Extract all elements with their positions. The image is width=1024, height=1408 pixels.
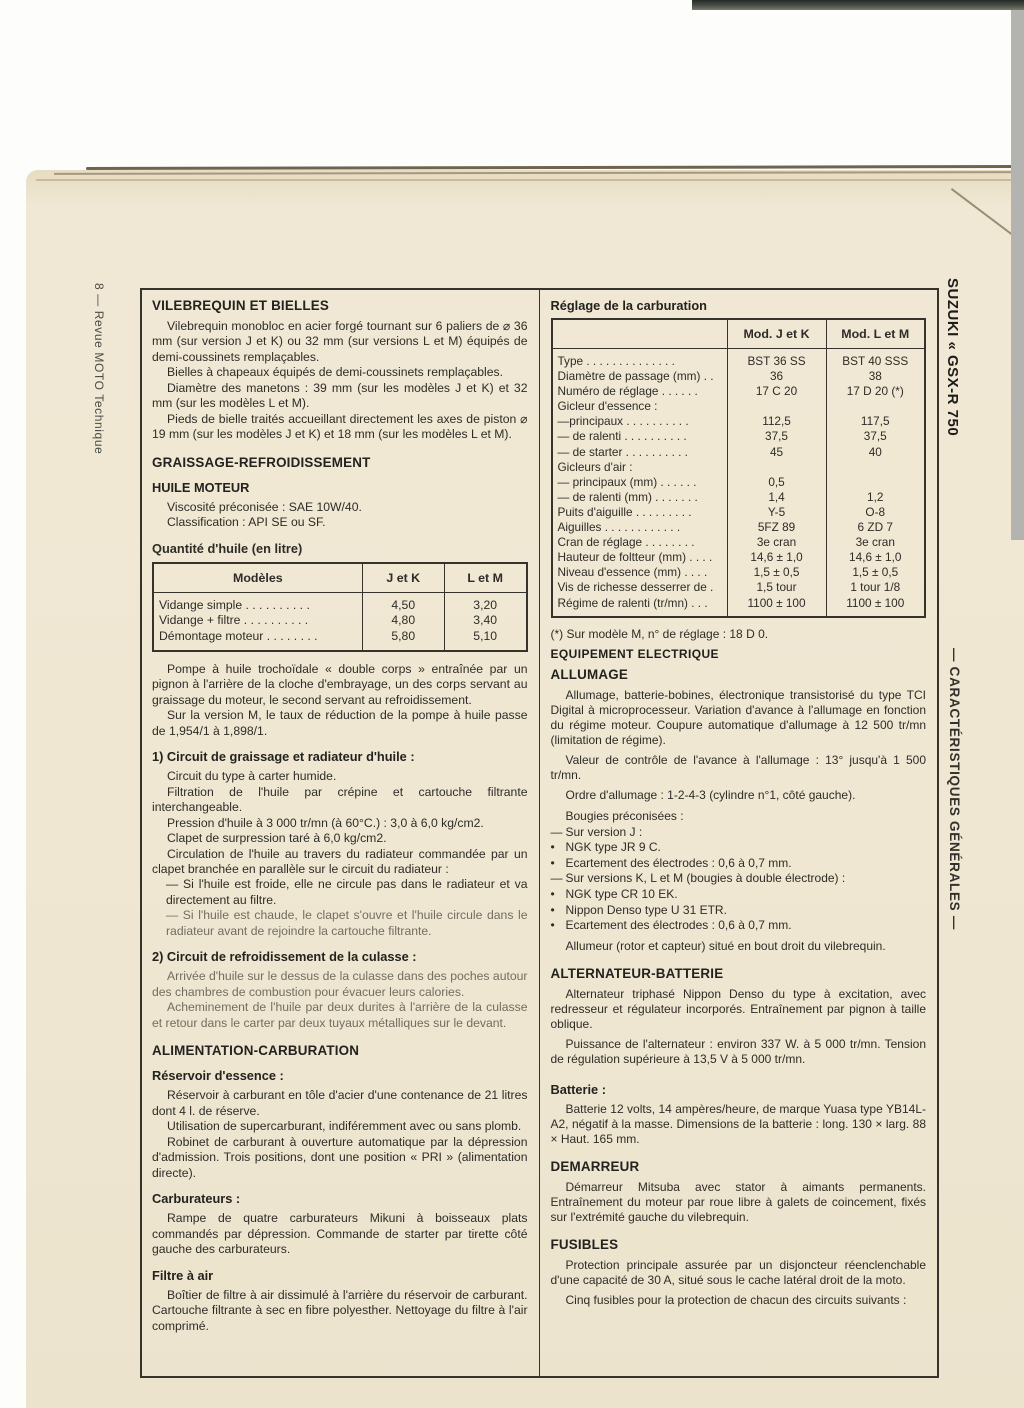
table-row (552, 460, 926, 475)
row-value: 1,5 ± 0,5 (826, 565, 925, 580)
section-title-alimentation: ALIMENTATION-CARBURATION (152, 1043, 360, 1059)
spine-page-number: 8 — Revue MOTO Technique (92, 283, 106, 455)
list-item (551, 840, 927, 856)
row-label: — de ralenti (mm) . . . . . . . (557, 489, 698, 504)
table-row (552, 445, 926, 460)
row-label: Niveau d'essence (mm) . . . . (557, 565, 708, 580)
table-header-row (153, 563, 527, 593)
section-title-vilebrequin: VILEBREQUIN ET BIELLES (152, 298, 330, 313)
right-column (540, 290, 938, 1376)
row-value: 3e cran (826, 535, 925, 550)
subsection-title-batterie: Batterie : (550, 1081, 606, 1097)
row-value: 6 ZD 7 (826, 520, 925, 535)
carb-table-title: Réglage de la carburation (550, 298, 707, 313)
row-value (826, 460, 925, 475)
oil-table-title: Quantité d'huile (en litre) (152, 540, 303, 556)
row-label: — principaux (mm) . . . . . . (557, 474, 697, 489)
row-value: 3e cran (727, 535, 826, 550)
table-row (552, 384, 926, 399)
bullet-marker: • (550, 918, 555, 933)
table-row (153, 613, 527, 629)
table-row (552, 520, 926, 535)
table-row (552, 369, 926, 384)
table-row (552, 414, 926, 429)
paragraph: Viscosité préconisée : SAE 10W/40. (167, 499, 362, 514)
paragraph: Pompe à huile trochoïdale « double corps » entraînée par un pignon à l'arrière de la cloche d'embrayage, un des corps servant au graissage du moteur, le second servant au refroidissement. (152, 661, 528, 707)
column-header: J et K (362, 563, 444, 593)
row-value: 3,20 (444, 592, 526, 613)
table-row (552, 349, 926, 370)
paragraph: Robinet de carburant à ouverture automatique par la dépression d'admission. Trois positions, dont une position « PRI » (alimentation directe). (152, 1134, 528, 1180)
table-row (552, 565, 926, 580)
paragraph: Pression d'huile à 3 000 tr/mn (à 60°C.) : 3,0 à 6,0 kg/cm2. (167, 815, 484, 830)
row-value (826, 399, 925, 414)
bullet-marker: • (550, 902, 555, 917)
row-value: 40 (826, 445, 925, 460)
paragraph: Bielles à chapeaux équipés de demi-coussinets remplaçables. (167, 365, 504, 380)
paragraph: Filtration de l'huile par crépine et cartouche filtrante interchangeable. (152, 784, 528, 815)
row-label: Vidange simple . . . . . . . . . . (159, 597, 310, 612)
row-value: 1 tour 1/8 (826, 580, 925, 595)
row-value: 36 (727, 369, 826, 384)
scanner-edge-strip (692, 0, 1024, 10)
table-row (153, 592, 527, 613)
table-row (552, 596, 926, 617)
subsection-title-reservoir: Réservoir d'essence : (152, 1068, 284, 1084)
bullet-marker: • (550, 855, 555, 870)
bullet-marker: • (550, 887, 555, 902)
paragraph: Puissance de l'alternateur : environ 337 W. à 5 000 tr/mn. Tension de régulation supérieure à 13,5 V à 5 000 tr/mn. (550, 1037, 926, 1067)
column-header: L et M (444, 563, 526, 593)
list-item (551, 903, 927, 919)
row-label: Diamètre de passage (mm) . . (557, 369, 714, 384)
row-label: — de starter . . . . . . . . . . (557, 444, 688, 459)
list-item (551, 856, 927, 872)
row-value: BST 40 SSS (826, 349, 925, 370)
row-value: 14,6 ± 1,0 (727, 550, 826, 565)
list-item-text: Ecartement des électrodes : 0,6 à 0,7 mm. (565, 855, 792, 870)
row-label: Vidange + filtre . . . . . . . . . . (159, 613, 309, 628)
table-row (552, 490, 926, 505)
margin-chapter-title: — CARACTÉRISTIQUES GÉNÉRALES — (947, 648, 962, 931)
row-value: O-8 (826, 505, 925, 520)
row-value: 17 C 20 (727, 384, 826, 399)
row-value: 37,5 (826, 429, 925, 444)
paragraph: Sur la version M, le taux de réduction de la pompe à huile passe de 1,954/1 à 1,898/1. (152, 708, 528, 738)
dash-item: — Si l'huile est chaude, le clapet s'ouvre et l'huile circule dans le radiateur avant de rejoindre la cartouche filtrante. (166, 908, 528, 938)
paragraph: Classification : API SE ou SF. (167, 515, 326, 530)
dash-item: — Si l'huile est froide, elle ne circule pas dans le radiateur et va directement au filtre. (166, 877, 528, 907)
column-header: Modèles (153, 563, 362, 593)
paragraph: Allumeur (rotor et capteur) situé en bout droit du vilebrequin. (565, 938, 886, 953)
table-header-row (552, 319, 926, 349)
row-value (727, 399, 826, 414)
list-item-text: Sur versions K, L et M (bougies à double électrode) : (565, 871, 846, 886)
section-title-fusibles: FUSIBLES (550, 1237, 619, 1253)
dash-marker: — (550, 871, 563, 886)
row-label: Vis de richesse desserrer de . (557, 580, 714, 595)
section-title-graissage: GRAISSAGE-REFROIDISSEMENT (152, 454, 371, 470)
row-value: BST 36 SS (727, 349, 826, 370)
row-label: —principaux . . . . . . . . . . (557, 414, 689, 429)
row-value: 1100 ± 100 (826, 596, 925, 617)
list-item (551, 887, 927, 903)
paragraph: Pieds de bielle traités accueillant directement les axes de piston ⌀ 19 mm (sur les modèles J et K) et 18 mm (sur les modèles L et M). (152, 411, 528, 442)
row-value: 17 D 20 (*) (826, 384, 925, 399)
paragraph: Clapet de surpression taré à 6,0 kg/cm2. (167, 831, 387, 846)
row-value: 4,50 (362, 592, 444, 613)
row-value: 1,2 (826, 490, 925, 505)
subsection-title-huile-moteur: HUILE MOTEUR (152, 479, 250, 495)
row-label: Puits d'aiguille . . . . . . . . . (557, 504, 692, 519)
paragraph: Cinq fusibles pour la protection de chacun des circuits suivants : (565, 1293, 907, 1308)
row-value: 45 (727, 445, 826, 460)
table-footnote: (*) Sur modèle M, n° de réglage : 18 D 0. (550, 626, 769, 641)
subsection-title-filtre-air: Filtre à air (152, 1267, 214, 1283)
row-value: Y-5 (727, 505, 826, 520)
subsection-title-carburateurs: Carburateurs : (152, 1191, 241, 1207)
left-column (142, 290, 540, 1376)
list-item-text: NGK type JR 9 C. (565, 840, 661, 855)
table-row (552, 429, 926, 444)
paragraph: Circuit du type à carter humide. (167, 769, 337, 784)
paragraph: Vilebrequin monobloc en acier forgé tournant sur 6 paliers de ⌀ 36 mm (sur version J et K) ou 32 mm (sur versions L et M) équipés de demi-coussinets remplaçables. (152, 319, 528, 364)
table-row (552, 475, 926, 490)
content-frame (140, 288, 939, 1378)
row-value (826, 475, 925, 490)
paragraph: Valeur de contrôle de l'avance à l'allumage : 13° jusqu'à 1 500 tr/mn. (550, 753, 926, 783)
paragraph: Batterie 12 volts, 14 ampères/heure, de marque Yuasa type YB14L-A2, négatif à la masse. Dimensions de la batterie : long. 130 × larg. 88 × Haut. 165 mm. (550, 1101, 926, 1146)
table-row (153, 629, 527, 651)
section-title-alternateur: ALTERNATEUR-BATTERIE (550, 965, 724, 981)
row-value: 1,4 (727, 490, 826, 505)
column-header: Mod. L et M (826, 319, 925, 349)
row-value: 117,5 (826, 414, 925, 429)
paragraph: Réservoir à carburant en tôle d'acier d'une contenance de 21 litres dont 4 l. de réserve. (152, 1088, 528, 1118)
paragraph: Démarreur Mitsuba avec stator à aimants permanents. Entraînement du moteur par roue libre à galets de coincement, fixés sur l'extrémité gauche du vilebrequin. (550, 1179, 926, 1225)
paragraph: Allumage, batterie-bobines, électronique transistorisé du type TCI Digital à microprocesseur. Variation d'avance à l'allumage en fonction du régime moteur. Coupure automatique d'allumage à 12 500 tr/mn (limitation de régime). (550, 687, 926, 748)
oil-quantity-table (152, 562, 528, 652)
row-value: 4,80 (362, 613, 444, 629)
list-item-text: Sur version J : (565, 824, 643, 839)
row-value: 5,10 (444, 629, 526, 651)
section-title-allumage: ALLUMAGE (550, 666, 628, 682)
row-value: 5FZ 89 (727, 520, 826, 535)
paragraph: Diamètre des manetons : 39 mm (sur les modèles J et K) et 32 mm (sur les modèles L et M). (152, 380, 528, 411)
list-item (551, 825, 927, 841)
row-value: 1,5 tour (727, 580, 826, 595)
row-value: 3,40 (444, 613, 526, 629)
table-row (552, 580, 926, 595)
subsection-title-circuit-graissage: 1) Circuit de graissage et radiateur d'huile : (152, 749, 415, 765)
stacked-pages-edge (36, 179, 1020, 181)
column-header (552, 319, 728, 349)
list-item-text: Ecartement des électrodes : 0,6 à 0,7 mm. (565, 918, 792, 933)
row-label: Cran de réglage . . . . . . . . (557, 535, 695, 550)
list-item (551, 871, 927, 887)
subsection-title-circuit-refroidissement: 2) Circuit de refroidissement de la culasse : (152, 949, 417, 965)
row-label: Démontage moteur . . . . . . . . (159, 629, 318, 644)
paragraph: Alternateur triphasé Nippon Denso du type à excitation, avec redresseur et régulateur incorporés. Entraînement par pignon à taille oblique. (550, 986, 926, 1032)
paragraph: Bougies préconisées : (565, 808, 684, 823)
row-value: 5,80 (362, 629, 444, 651)
row-value: 1,5 ± 0,5 (727, 565, 826, 580)
row-value: 1100 ± 100 (727, 596, 826, 617)
row-label: Type . . . . . . . . . . . . . . (557, 354, 675, 368)
row-label: Aiguilles . . . . . . . . . . . . (557, 520, 681, 535)
row-value: 14,6 ± 1,0 (826, 550, 925, 565)
row-label: Régime de ralenti (tr/mn) . . . (557, 595, 708, 610)
paragraph: Rampe de quatre carburateurs Mikuni à boisseaux plats commandés par dépression. Commande de starter par tirette côté gauche des carburateurs. (152, 1211, 528, 1257)
row-label: Numéro de réglage . . . . . . (557, 384, 698, 399)
table-row (552, 505, 926, 520)
table-row (552, 550, 926, 565)
paragraph: Ordre d'allumage : 1-2-4-3 (cylindre n°1, côté gauche). (565, 788, 856, 803)
section-title-equipement-electrique: EQUIPEMENT ELECTRIQUE (550, 646, 719, 661)
table-row (552, 399, 926, 414)
row-label: — de ralenti . . . . . . . . . . (557, 429, 687, 444)
row-value: 0,5 (727, 475, 826, 490)
list-item-text: NGK type CR 10 EK. (565, 887, 678, 902)
list-item-text: Nippon Denso type U 31 ETR. (565, 902, 727, 917)
row-label: Hauteur de foltteur (mm) . . . . (557, 550, 713, 565)
section-title-demarreur: DEMARREUR (550, 1158, 640, 1174)
row-label: Gicleur d'essence : (557, 399, 658, 414)
row-value: 112,5 (727, 414, 826, 429)
paragraph: Boîtier de filtre à air dissimulé à l'arrière du réservoir de carburant. Cartouche filtrante à sec en fibre polyesther. Nettoyage du filtre à l'air comprimé. (152, 1287, 528, 1333)
scanner-side-strip (1011, 0, 1024, 540)
paragraph: Arrivée d'huile sur le dessus de la culasse dans des poches autour des chambres de combustion pour évacuer leurs calories. (152, 969, 528, 999)
paragraph: Utilisation de supercarburant, indiféremment avec ou sans plomb. (167, 1119, 522, 1134)
row-value (727, 460, 826, 475)
dash-marker: — (550, 824, 563, 839)
paragraph: Circulation de l'huile au travers du radiateur commandée par un clapet branchée en parallèle sur le circuit du radiateur : (152, 846, 528, 876)
bullet-marker: • (550, 840, 555, 855)
row-value: 37,5 (727, 429, 826, 444)
table-row (552, 535, 926, 550)
list-item (551, 918, 927, 934)
paragraph: Acheminement de l'huile par deux durites à l'arrière de la culasse et retour dans le carter par deux tuyaux métalliques sur le devant. (152, 1000, 528, 1030)
column-header: Mod. J et K (727, 319, 826, 349)
row-value: 38 (826, 369, 925, 384)
margin-model-title: SUZUKI « GSX-R 750 (944, 278, 961, 437)
carburetor-settings-table (551, 318, 927, 618)
paragraph: Protection principale assurée par un disjoncteur réenclenchable d'une capacité de 30 A, situé sous le cache latéral droit de la moto. (550, 1258, 926, 1288)
row-label: Gicleurs d'air : (557, 459, 633, 474)
